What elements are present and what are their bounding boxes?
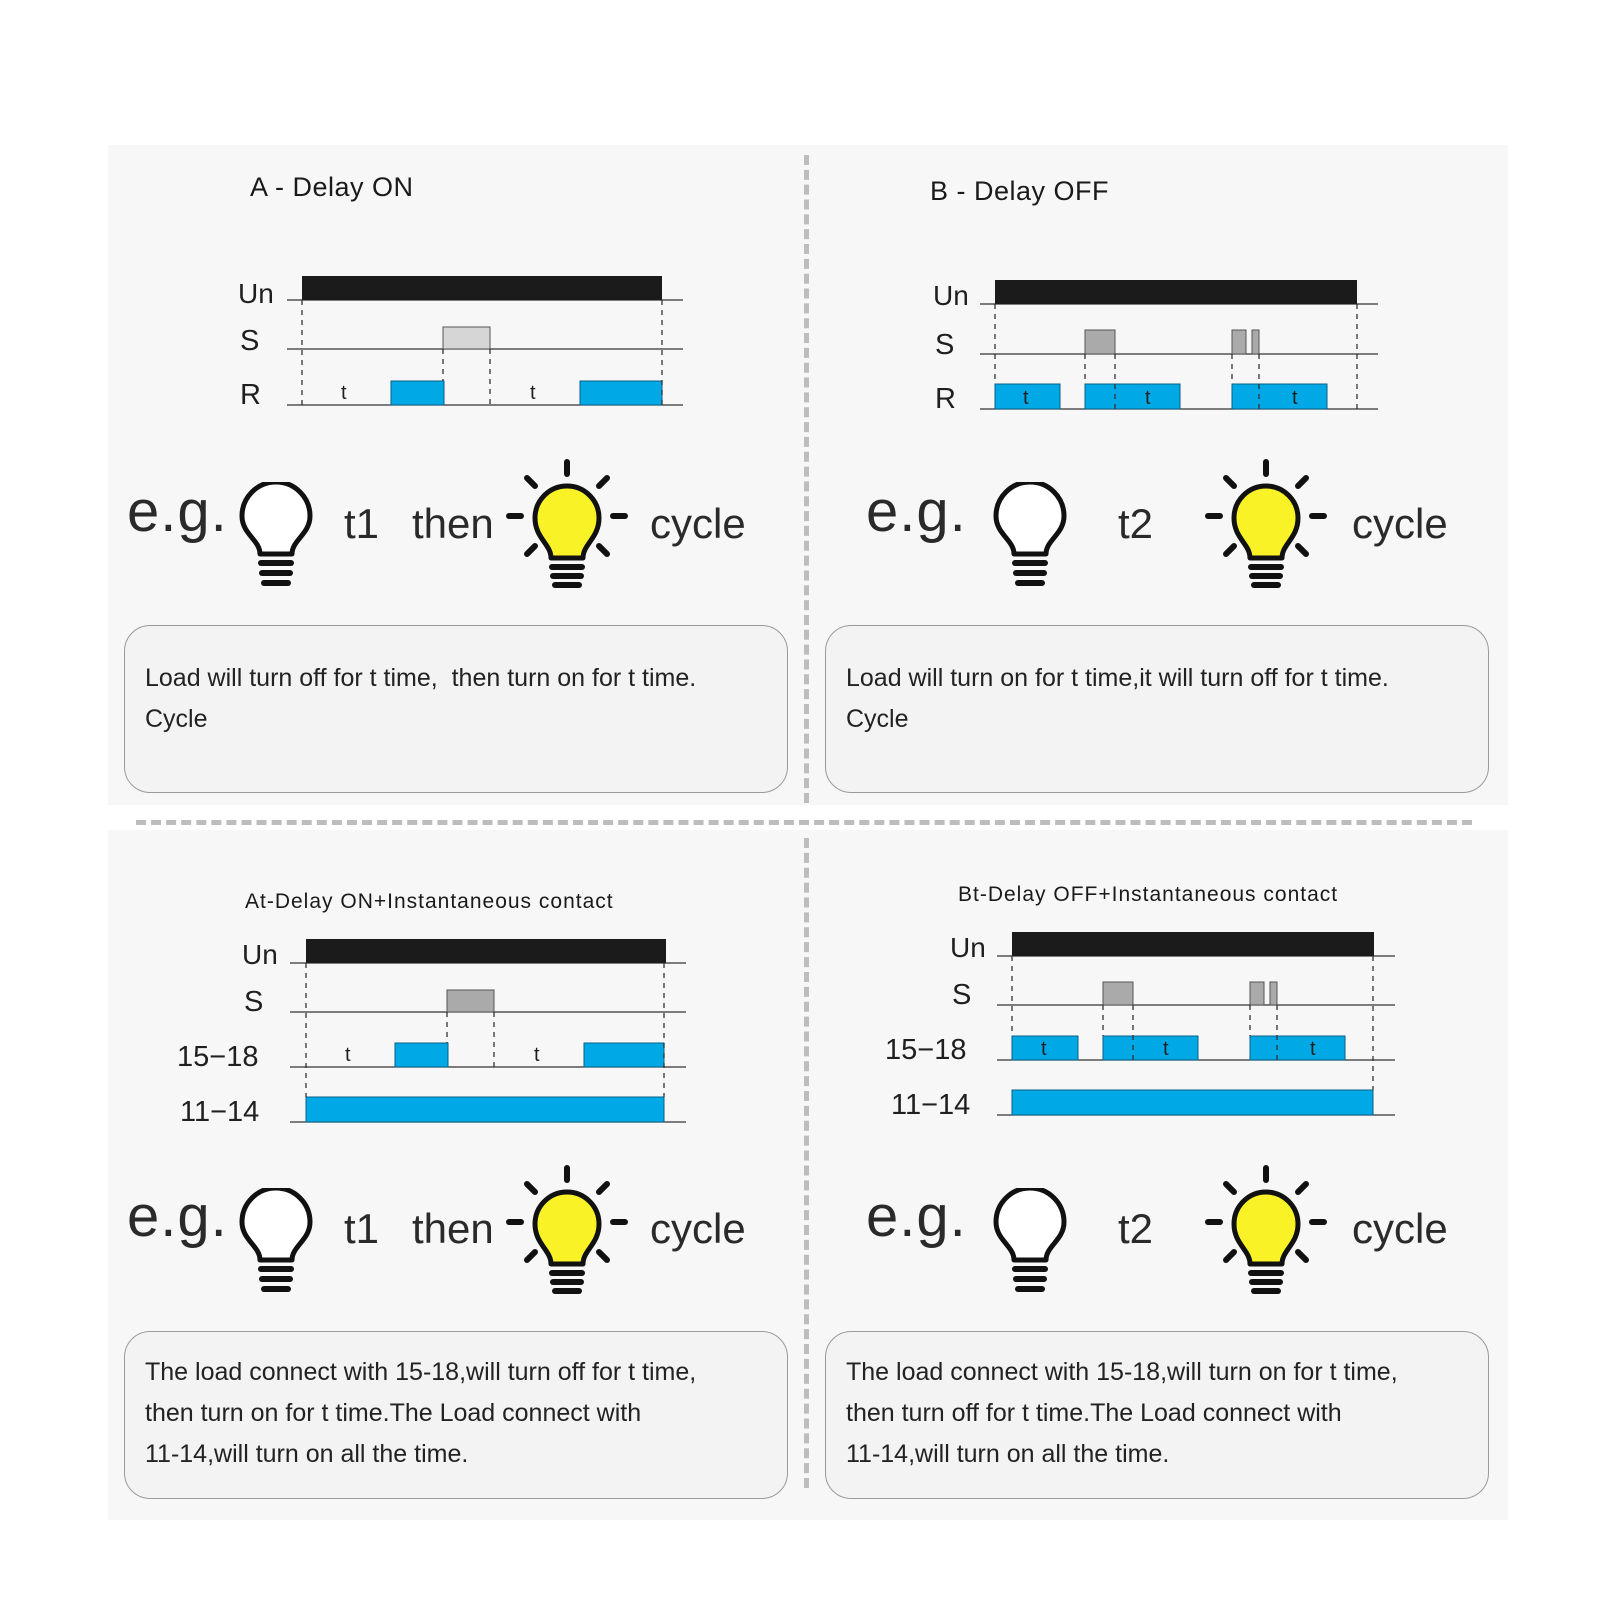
light-bulb-off-icon <box>236 482 316 594</box>
signal-label-r: R <box>240 379 261 411</box>
output-pulse <box>1085 384 1180 409</box>
example-delay: t2 <box>1118 1205 1154 1252</box>
description-line: Cycle <box>145 705 208 733</box>
description-line: 11-14,will turn on all the time. <box>846 1440 1170 1468</box>
signal-label-un: Un <box>238 278 274 309</box>
output-pulse <box>395 1043 448 1067</box>
instantaneous-contact-pulse <box>1012 1090 1373 1115</box>
example-joiner: then <box>412 1205 494 1252</box>
pulse-label-t: t <box>1310 1038 1316 1060</box>
output-pulse <box>580 381 662 405</box>
input-pulse <box>443 327 490 349</box>
signal-label-un: Un <box>933 280 969 311</box>
description-box-bt <box>825 1331 1489 1499</box>
signal-label-r: R <box>935 383 956 415</box>
supply-bar <box>306 939 666 963</box>
light-bulb-on-icon <box>1204 458 1328 594</box>
pulse-label-t: t <box>345 1044 351 1066</box>
pulse-label-t: t <box>1163 1038 1169 1060</box>
pulse-label-t: t <box>1041 1038 1047 1060</box>
output-pulse <box>1232 384 1327 409</box>
description-box-at <box>124 1331 788 1499</box>
description-line: Load will turn on for t time,it will turn off for t time. <box>846 664 1389 692</box>
signal-label-15-18: 15−18 <box>177 1041 259 1073</box>
example-suffix: cycle <box>650 500 746 547</box>
input-pulse <box>1250 982 1264 1005</box>
description-box-b <box>825 625 1489 793</box>
input-pulse <box>1085 330 1115 354</box>
input-pulse <box>1103 982 1133 1005</box>
output-pulse <box>391 381 444 405</box>
output-pulse <box>1103 1036 1198 1060</box>
description-line: then turn off for t time.The Load connect with <box>846 1399 1342 1427</box>
signal-label-15-18: 15−18 <box>885 1034 967 1066</box>
example-delay: t2 <box>1118 500 1154 547</box>
section-b-title: B - Delay OFF <box>930 176 1110 206</box>
example-suffix: cycle <box>1352 500 1448 547</box>
signal-label-s: S <box>935 329 955 361</box>
signal-label-s: S <box>952 979 972 1011</box>
timing-diagram-b <box>933 280 1378 415</box>
description-line: The load connect with 15-18,will turn on for t time, <box>846 1358 1398 1386</box>
pulse-label-t: t <box>1292 387 1298 409</box>
light-bulb-on-icon <box>1204 1164 1328 1300</box>
example-prefix: e.g. <box>866 479 967 544</box>
example-prefix: e.g. <box>127 1184 228 1249</box>
section-at-title: At-Delay ON+Instantaneous contact <box>245 890 614 913</box>
example-prefix: e.g. <box>127 479 228 544</box>
signal-label-s: S <box>240 325 260 357</box>
timing-diagram-bt <box>885 932 1395 1121</box>
example-prefix: e.g. <box>866 1184 967 1249</box>
pulse-label-t: t <box>1145 387 1151 409</box>
example-joiner: then <box>412 500 494 547</box>
section-bt-title: Bt-Delay OFF+Instantaneous contact <box>958 883 1339 906</box>
pulse-label-t: t <box>534 1044 540 1066</box>
light-bulb-off-icon <box>990 1188 1070 1300</box>
supply-bar <box>302 276 662 300</box>
description-line: The load connect with 15-18,will turn off for t time, <box>145 1358 697 1386</box>
signal-label-s: S <box>244 986 264 1018</box>
description-line: 11-14,will turn on all the time. <box>145 1440 469 1468</box>
signal-label-un: Un <box>950 932 986 963</box>
pulse-label-t: t <box>530 382 536 404</box>
signal-label-un: Un <box>242 939 278 970</box>
pulse-label-t: t <box>1023 387 1029 409</box>
section-a-title: A - Delay ON <box>250 172 414 202</box>
instantaneous-contact-pulse <box>306 1097 664 1122</box>
signal-label-11-14: 11−14 <box>180 1096 260 1128</box>
example-delay: t1 <box>344 500 380 547</box>
example-suffix: cycle <box>1352 1205 1448 1252</box>
input-pulse <box>447 990 494 1012</box>
light-bulb-on-icon <box>505 1164 629 1300</box>
output-pulse <box>584 1043 664 1067</box>
description-line: Load will turn off for t time, then turn on for t time. <box>145 664 697 692</box>
signal-label-11-14: 11−14 <box>891 1089 971 1121</box>
timing-diagram-a <box>238 276 683 411</box>
light-bulb-off-icon <box>990 482 1070 594</box>
description-line: Cycle <box>846 705 909 733</box>
light-bulb-off-icon <box>236 1188 316 1300</box>
description-box-a <box>124 625 788 793</box>
output-pulse <box>1250 1036 1345 1060</box>
example-delay: t1 <box>344 1205 380 1252</box>
supply-bar <box>995 280 1357 304</box>
input-pulse <box>1252 330 1259 354</box>
timing-diagram-at <box>177 939 686 1128</box>
description-line: then turn on for t time.The Load connect with <box>145 1399 642 1427</box>
supply-bar <box>1012 932 1374 956</box>
input-pulse <box>1270 982 1277 1005</box>
light-bulb-on-icon <box>505 458 629 594</box>
pulse-label-t: t <box>341 382 347 404</box>
input-pulse <box>1232 330 1246 354</box>
example-suffix: cycle <box>650 1205 746 1252</box>
